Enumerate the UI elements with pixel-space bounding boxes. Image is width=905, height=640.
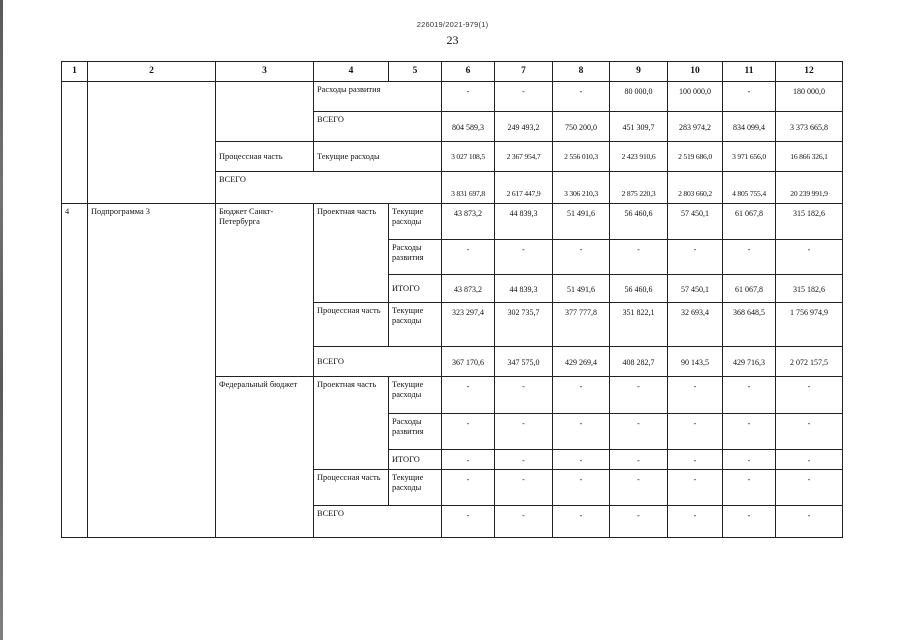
value-cell: 51 491,6 bbox=[553, 275, 610, 303]
value-cell: 834 099,4 bbox=[723, 112, 776, 142]
expense-type-label: Текущие расходы bbox=[389, 303, 442, 347]
column-header: 1 bbox=[62, 62, 88, 82]
value-cell: 61 067,8 bbox=[723, 204, 776, 240]
category-label: Расходы развития bbox=[314, 82, 442, 112]
column-header: 11 bbox=[723, 62, 776, 82]
value-cell: 32 693,4 bbox=[668, 303, 723, 347]
value-cell: 43 873,2 bbox=[442, 275, 495, 303]
category-label: Текущие расходы bbox=[314, 142, 442, 172]
value-cell: 44 839,3 bbox=[495, 204, 553, 240]
value-cell: - bbox=[723, 377, 776, 414]
value-cell: - bbox=[723, 240, 776, 275]
value-cell: - bbox=[668, 240, 723, 275]
empty-cell bbox=[62, 82, 88, 204]
value-cell: - bbox=[776, 470, 843, 506]
value-cell: 368 648,5 bbox=[723, 303, 776, 347]
value-cell: - bbox=[668, 506, 723, 538]
category-label: Процессная часть bbox=[216, 142, 314, 172]
value-cell: 377 777,8 bbox=[553, 303, 610, 347]
value-cell: - bbox=[553, 82, 610, 112]
value-cell: 180 000,0 bbox=[776, 82, 843, 112]
value-cell: - bbox=[776, 450, 843, 470]
expense-type-label: Текущие расходы bbox=[389, 470, 442, 506]
value-cell: 3 831 697,8 bbox=[442, 172, 495, 204]
value-cell: - bbox=[442, 377, 495, 414]
value-cell: 315 182,6 bbox=[776, 275, 843, 303]
value-cell: 56 460,6 bbox=[610, 275, 668, 303]
value-cell: 3 306 210,3 bbox=[553, 172, 610, 204]
value-cell: - bbox=[723, 82, 776, 112]
value-cell: - bbox=[442, 450, 495, 470]
value-cell: 302 735,7 bbox=[495, 303, 553, 347]
column-number-header-row bbox=[62, 62, 843, 82]
process-part-label: Процессная часть bbox=[314, 470, 389, 506]
value-cell: - bbox=[610, 377, 668, 414]
value-cell: 2 556 010,3 bbox=[553, 142, 610, 172]
value-cell: 2 803 660,2 bbox=[668, 172, 723, 204]
column-header: 2 bbox=[88, 62, 216, 82]
value-cell: - bbox=[553, 414, 610, 450]
value-cell: - bbox=[776, 240, 843, 275]
funding-source-spb: Бюджет Санкт-Петербурга bbox=[216, 204, 314, 377]
value-cell: 750 200,0 bbox=[553, 112, 610, 142]
total-label: ВСЕГО bbox=[314, 112, 442, 142]
value-cell: - bbox=[776, 377, 843, 414]
value-cell: - bbox=[442, 506, 495, 538]
value-cell: 283 974,2 bbox=[668, 112, 723, 142]
value-cell: - bbox=[553, 240, 610, 275]
value-cell: 2 617 447,9 bbox=[495, 172, 553, 204]
value-cell: - bbox=[495, 506, 553, 538]
column-header: 12 bbox=[776, 62, 843, 82]
value-cell: - bbox=[495, 377, 553, 414]
value-cell: - bbox=[668, 470, 723, 506]
value-cell: 347 575,0 bbox=[495, 347, 553, 377]
value-cell: 804 589,3 bbox=[442, 112, 495, 142]
page-number: 23 bbox=[446, 33, 459, 47]
column-header: 10 bbox=[668, 62, 723, 82]
value-cell: - bbox=[610, 414, 668, 450]
total-label: ВСЕГО bbox=[216, 172, 442, 204]
row-number: 4 bbox=[62, 204, 88, 538]
empty-cell bbox=[88, 82, 216, 204]
value-cell: 43 873,2 bbox=[442, 204, 495, 240]
value-cell: - bbox=[442, 470, 495, 506]
column-header: 6 bbox=[442, 62, 495, 82]
value-cell: - bbox=[553, 450, 610, 470]
value-cell: - bbox=[668, 414, 723, 450]
column-header: 9 bbox=[610, 62, 668, 82]
value-cell: - bbox=[442, 82, 495, 112]
value-cell: 2 423 910,6 bbox=[610, 142, 668, 172]
value-cell: 51 491,6 bbox=[553, 204, 610, 240]
value-cell: 1 756 974,9 bbox=[776, 303, 843, 347]
value-cell: - bbox=[610, 450, 668, 470]
value-cell: 90 143,5 bbox=[668, 347, 723, 377]
value-cell: - bbox=[442, 240, 495, 275]
subtotal-label: ИТОГО bbox=[389, 275, 442, 303]
value-cell: 2 072 157,5 bbox=[776, 347, 843, 377]
value-cell: 4 805 755,4 bbox=[723, 172, 776, 204]
value-cell: 61 067,8 bbox=[723, 275, 776, 303]
value-cell: - bbox=[442, 414, 495, 450]
value-cell: 249 493,2 bbox=[495, 112, 553, 142]
budget-table bbox=[61, 61, 843, 538]
total-label: ВСЕГО bbox=[314, 347, 442, 377]
value-cell: - bbox=[553, 470, 610, 506]
value-cell: 408 282,7 bbox=[610, 347, 668, 377]
value-cell: - bbox=[553, 377, 610, 414]
value-cell: - bbox=[495, 82, 553, 112]
table-row-spb-proekt-tekushchie bbox=[62, 204, 843, 240]
value-cell: 80 000,0 bbox=[610, 82, 668, 112]
column-header: 5 bbox=[389, 62, 442, 82]
table-row-top-razvitiya bbox=[62, 82, 843, 112]
value-cell: 429 716,3 bbox=[723, 347, 776, 377]
value-cell: - bbox=[495, 414, 553, 450]
value-cell: 2 519 686,0 bbox=[668, 142, 723, 172]
value-cell: - bbox=[495, 240, 553, 275]
scan-edge-mark bbox=[0, 0, 3, 640]
value-cell: 315 182,6 bbox=[776, 204, 843, 240]
value-cell: 3 373 665,8 bbox=[776, 112, 843, 142]
value-cell: - bbox=[495, 470, 553, 506]
value-cell: 16 866 326,1 bbox=[776, 142, 843, 172]
column-header: 8 bbox=[553, 62, 610, 82]
value-cell: - bbox=[610, 240, 668, 275]
value-cell: - bbox=[610, 470, 668, 506]
value-cell: - bbox=[723, 506, 776, 538]
value-cell: - bbox=[776, 506, 843, 538]
empty-cell bbox=[216, 82, 314, 142]
project-part-label: Проектная часть bbox=[314, 204, 389, 303]
value-cell: - bbox=[668, 450, 723, 470]
value-cell: 429 269,4 bbox=[553, 347, 610, 377]
value-cell: - bbox=[610, 506, 668, 538]
value-cell: - bbox=[553, 506, 610, 538]
value-cell: - bbox=[495, 450, 553, 470]
column-header: 7 bbox=[495, 62, 553, 82]
value-cell: - bbox=[723, 470, 776, 506]
process-part-label: Процессная часть bbox=[314, 303, 389, 347]
value-cell: - bbox=[776, 414, 843, 450]
value-cell: 100 000,0 bbox=[668, 82, 723, 112]
value-cell: 351 822,1 bbox=[610, 303, 668, 347]
funding-source-federal: Федеральный бюджет bbox=[216, 377, 314, 538]
value-cell: 20 239 991,9 bbox=[776, 172, 843, 204]
total-label: ВСЕГО bbox=[314, 506, 442, 538]
column-header: 3 bbox=[216, 62, 314, 82]
subprogram-name: Подпрограмма 3 bbox=[88, 204, 216, 538]
value-cell: 57 450,1 bbox=[668, 204, 723, 240]
value-cell: 323 297,4 bbox=[442, 303, 495, 347]
value-cell: - bbox=[668, 377, 723, 414]
value-cell: 451 309,7 bbox=[610, 112, 668, 142]
column-header: 4 bbox=[314, 62, 389, 82]
value-cell: 56 460,6 bbox=[610, 204, 668, 240]
expense-type-label: Текущие расходы bbox=[389, 377, 442, 414]
value-cell: - bbox=[723, 450, 776, 470]
project-part-label: Проектная часть bbox=[314, 377, 389, 470]
value-cell: 3 971 656,0 bbox=[723, 142, 776, 172]
subtotal-label: ИТОГО bbox=[389, 450, 442, 470]
expense-type-label: Расходы развития bbox=[389, 240, 442, 275]
expense-type-label: Расходы развития bbox=[389, 414, 442, 450]
value-cell: 2 367 954,7 bbox=[495, 142, 553, 172]
value-cell: 57 450,1 bbox=[668, 275, 723, 303]
expense-type-label: Текущие расходы bbox=[389, 204, 442, 240]
value-cell: 3 027 108,5 bbox=[442, 142, 495, 172]
value-cell: 2 875 220,3 bbox=[610, 172, 668, 204]
value-cell: 367 170,6 bbox=[442, 347, 495, 377]
document-number: 226019/2021-979(1) bbox=[416, 20, 489, 29]
value-cell: - bbox=[723, 414, 776, 450]
value-cell: 44 839,3 bbox=[495, 275, 553, 303]
